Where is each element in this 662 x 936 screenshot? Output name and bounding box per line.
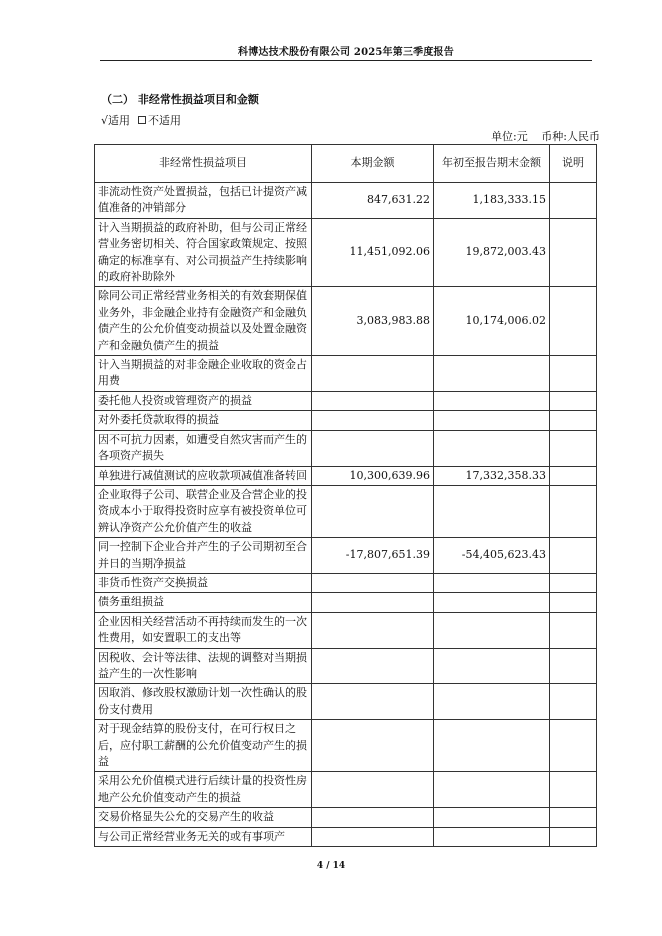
cell-ytd — [434, 593, 550, 612]
header-divider — [100, 60, 592, 61]
section-title: （二） 非经常性损益项目和金额 — [101, 93, 259, 106]
cell-note — [550, 684, 597, 720]
cell-ytd — [434, 720, 550, 772]
cell-ytd — [434, 485, 550, 537]
cell-ytd — [434, 684, 550, 720]
cell-ytd — [434, 391, 550, 410]
cell-current — [312, 573, 434, 592]
cell-ytd — [434, 411, 550, 430]
cell-current — [312, 684, 434, 720]
cell-ytd — [434, 827, 550, 846]
cell-current — [312, 648, 434, 684]
cell-ytd: 17,332,358.33 — [434, 466, 550, 485]
cell-item: 除同公司正常经营业务相关的有效套期保值业务外，非金融企业持有金融资产和金融负债产生的公允价值变动损益以及处置金融资产和金融负债产生的损益 — [95, 287, 312, 356]
not-applicable-label: 不适用 — [148, 114, 182, 127]
table-row — [95, 411, 597, 430]
checkmark-icon: √ — [101, 113, 109, 127]
cell-current — [312, 612, 434, 648]
cell-item: 企业因相关经营活动不再持续而发生的一次性费用，如安置职工的支出等 — [95, 612, 312, 648]
cell-current: 11,451,092.06 — [312, 218, 434, 287]
cell-note — [550, 485, 597, 537]
cell-note — [550, 356, 597, 392]
header-current: 本期金额 — [312, 145, 434, 183]
header-ytd: 年初至报告期末金额 — [434, 145, 550, 183]
cell-ytd — [434, 356, 550, 392]
cell-current — [312, 593, 434, 612]
currency-label: 币种:人民币 — [541, 130, 600, 143]
cell-note — [550, 411, 597, 430]
table-row — [95, 218, 597, 287]
cell-item: 同一控制下企业合并产生的子公司期初至合并日的当期净损益 — [95, 538, 312, 574]
cell-current — [312, 720, 434, 772]
cell-note — [550, 391, 597, 410]
cell-item: 非流动性资产处置损益，包括已计提资产减值准备的冲销部分 — [95, 183, 312, 219]
cell-ytd: 10,174,006.02 — [434, 287, 550, 356]
table-row — [95, 808, 597, 827]
cell-note — [550, 538, 597, 574]
cell-ytd: 19,872,003.43 — [434, 218, 550, 287]
page-number: 4 / 14 — [316, 861, 346, 871]
cell-item: 企业取得子公司、联营企业及合营企业的投资成本小于取得投资时应享有被投资单位可辨认净资产公允价值产生的收益 — [95, 485, 312, 537]
report-header: 科博达技术股份有限公司 2025年第三季度报告 — [238, 47, 454, 58]
cell-item: 采用公允价值模式进行后续计量的投资性房地产公允价值变动产生的损益 — [95, 772, 312, 808]
cell-item: 单独进行减值测试的应收款项减值准备转回 — [95, 466, 312, 485]
applicability-options — [101, 112, 181, 128]
cell-item: 因税收、会计等法律、法规的调整对当期损益产生的一次性影响 — [95, 648, 312, 684]
table-row — [95, 684, 597, 720]
cell-item: 与公司正常经营业务无关的或有事项产 — [95, 827, 312, 846]
table-row — [95, 772, 597, 808]
cell-item: 因取消、修改股权激励计划一次性确认的股份支付费用 — [95, 684, 312, 720]
cell-note — [550, 287, 597, 356]
table-row — [95, 720, 597, 772]
cell-current — [312, 808, 434, 827]
cell-current — [312, 411, 434, 430]
cell-current — [312, 772, 434, 808]
cell-current — [312, 391, 434, 410]
cell-ytd — [434, 573, 550, 592]
cell-note — [550, 808, 597, 827]
cell-note — [550, 720, 597, 772]
cell-note — [550, 218, 597, 287]
cell-note — [550, 612, 597, 648]
cell-item: 债务重组损益 — [95, 593, 312, 612]
cell-current — [312, 827, 434, 846]
cell-note — [550, 430, 597, 466]
cell-ytd — [434, 430, 550, 466]
cell-item: 因不可抗力因素，如遭受自然灾害而产生的各项资产损失 — [95, 430, 312, 466]
table-row — [95, 287, 597, 356]
cell-note — [550, 648, 597, 684]
unit-label: 单位:元 — [491, 130, 528, 143]
cell-item: 交易价格显失公允的交易产生的收益 — [95, 808, 312, 827]
cell-item: 计入当期损益的政府补助，但与公司正常经营业务密切相关、符合国家政策规定、按照确定的标准享有、对公司损益产生持续影响的政府补助除外 — [95, 218, 312, 287]
cell-ytd — [434, 808, 550, 827]
cell-note — [550, 593, 597, 612]
cell-note — [550, 573, 597, 592]
table-row — [95, 356, 597, 392]
cell-note — [550, 466, 597, 485]
cell-ytd: -54,405,623.43 — [434, 538, 550, 574]
applicable-label: 适用 — [108, 114, 131, 127]
cell-note — [550, 827, 597, 846]
unit-line — [481, 128, 600, 144]
cell-item: 非货币性资产交换损益 — [95, 573, 312, 592]
table-header-row — [95, 145, 597, 183]
cell-note — [550, 183, 597, 219]
header-note: 说明 — [550, 145, 597, 183]
empty-checkbox-icon — [138, 116, 146, 124]
cell-current — [312, 485, 434, 537]
table-row — [95, 648, 597, 684]
cell-ytd — [434, 648, 550, 684]
table-row — [95, 612, 597, 648]
cell-current — [312, 430, 434, 466]
table-row — [95, 827, 597, 846]
cell-note — [550, 772, 597, 808]
cell-item: 对于现金结算的股份支付，在可行权日之后，应付职工薪酬的公允价值变动产生的损益 — [95, 720, 312, 772]
table-row — [95, 430, 597, 466]
cell-current — [312, 356, 434, 392]
table-row — [95, 183, 597, 219]
cell-current: 10,300,639.96 — [312, 466, 434, 485]
cell-item: 委托他人投资或管理资产的损益 — [95, 391, 312, 410]
table-row — [95, 466, 597, 485]
non-recurring-items-table — [94, 144, 597, 847]
table-row — [95, 538, 597, 574]
cell-item: 计入当期损益的对非金融企业收取的资金占用费 — [95, 356, 312, 392]
cell-current: -17,807,651.39 — [312, 538, 434, 574]
table-row — [95, 593, 597, 612]
cell-item: 对外委托贷款取得的损益 — [95, 411, 312, 430]
cell-ytd: 1,183,333.15 — [434, 183, 550, 219]
table-row — [95, 573, 597, 592]
header-item: 非经常性损益项目 — [95, 145, 312, 183]
cell-current: 3,083,983.88 — [312, 287, 434, 356]
table-row — [95, 391, 597, 410]
cell-ytd — [434, 772, 550, 808]
table-row — [95, 485, 597, 537]
cell-ytd — [434, 612, 550, 648]
cell-current: 847,631.22 — [312, 183, 434, 219]
